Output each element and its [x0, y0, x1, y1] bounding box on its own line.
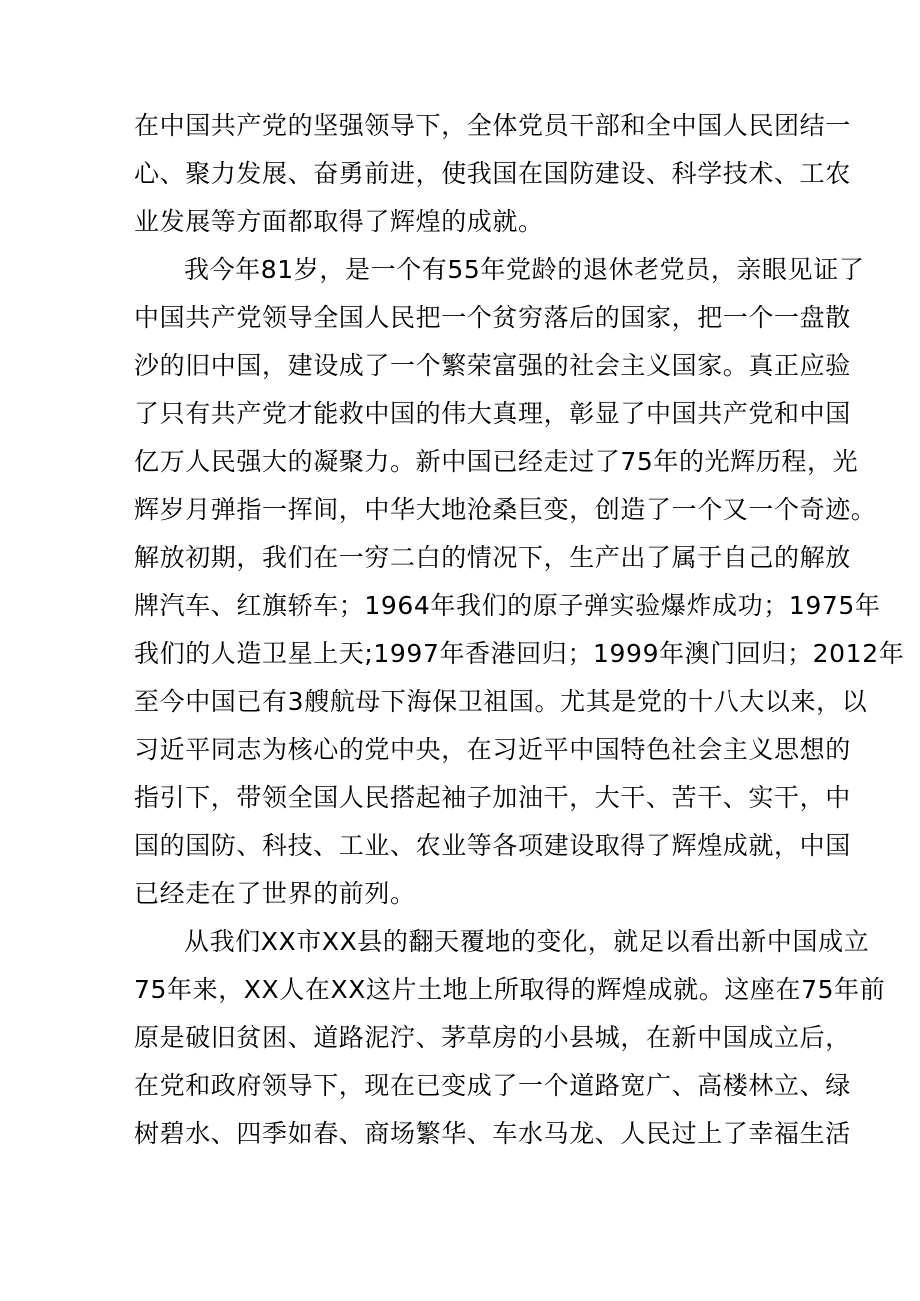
- text-line: 在党和政府领导下，现在已变成了一个道路宽广、高楼林立、绿: [134, 1071, 851, 1100]
- text-line: 在中国共产党的坚强领导下，全体党员干部和全中国人民团结一: [134, 111, 851, 140]
- text-line: 75年来，XX人在XX这片土地上所取得的辉煌成就。这座在75年前: [134, 975, 886, 1004]
- text-line: 牌汽车、红旗轿车；1964年我们的原子弹实验爆炸成功；1975年: [134, 591, 881, 620]
- text-line: 心、聚力发展、奋勇前进，使我国在国防建设、科学技术、工农: [134, 159, 851, 188]
- text-line: 树碧水、四季如春、商场繁华、车水马龙、人民过上了幸福生活: [134, 1119, 851, 1148]
- text-line: 我今年81岁，是一个有55年党龄的退休老党员，亲眼见证了: [184, 255, 865, 284]
- text-line: 至今中国已有3艘航母下海保卫祖国。尤其是党的十八大以来，以: [134, 687, 868, 716]
- text-line: 习近平同志为核心的党中央，在习近平中国特色社会主义思想的: [134, 735, 851, 764]
- text-line: 从我们XX市XX县的翻天覆地的变化，就足以看出新中国成立: [184, 927, 870, 956]
- text-line: 辉岁月弹指一挥间，中华大地沧桑巨变，创造了一个又一个奇迹。: [134, 495, 877, 524]
- text-line: 国的国防、科技、工业、农业等各项建设取得了辉煌成就，中国: [134, 831, 851, 860]
- text-line: 我们的人造卫星上天;1997年香港回归；1999年澳门回归；2012年: [134, 639, 905, 668]
- text-line: 中国共产党领导全国人民把一个贫穷落后的国家，把一个一盘散: [134, 303, 851, 332]
- text-line: 业发展等方面都取得了辉煌的成就。: [134, 207, 544, 236]
- text-line: 指引下，带领全国人民搭起袖子加油干，大干、苦干、实干，中: [134, 783, 851, 812]
- text-line: 原是破旧贫困、道路泥泞、茅草房的小县城，在新中国成立后，: [134, 1023, 851, 1052]
- text-line: 了只有共产党才能救中国的伟大真理，彰显了中国共产党和中国: [134, 399, 851, 428]
- text-line: 已经走在了世界的前列。: [134, 879, 416, 908]
- text-line: 沙的旧中国，建设成了一个繁荣富强的社会主义国家。真正应验: [134, 351, 851, 380]
- text-line: 亿万人民强大的凝聚力。新中国已经走过了75年的光辉历程，光: [134, 447, 859, 476]
- text-line: 解放初期，我们在一穷二白的情况下，生产出了属于自己的解放: [134, 543, 851, 572]
